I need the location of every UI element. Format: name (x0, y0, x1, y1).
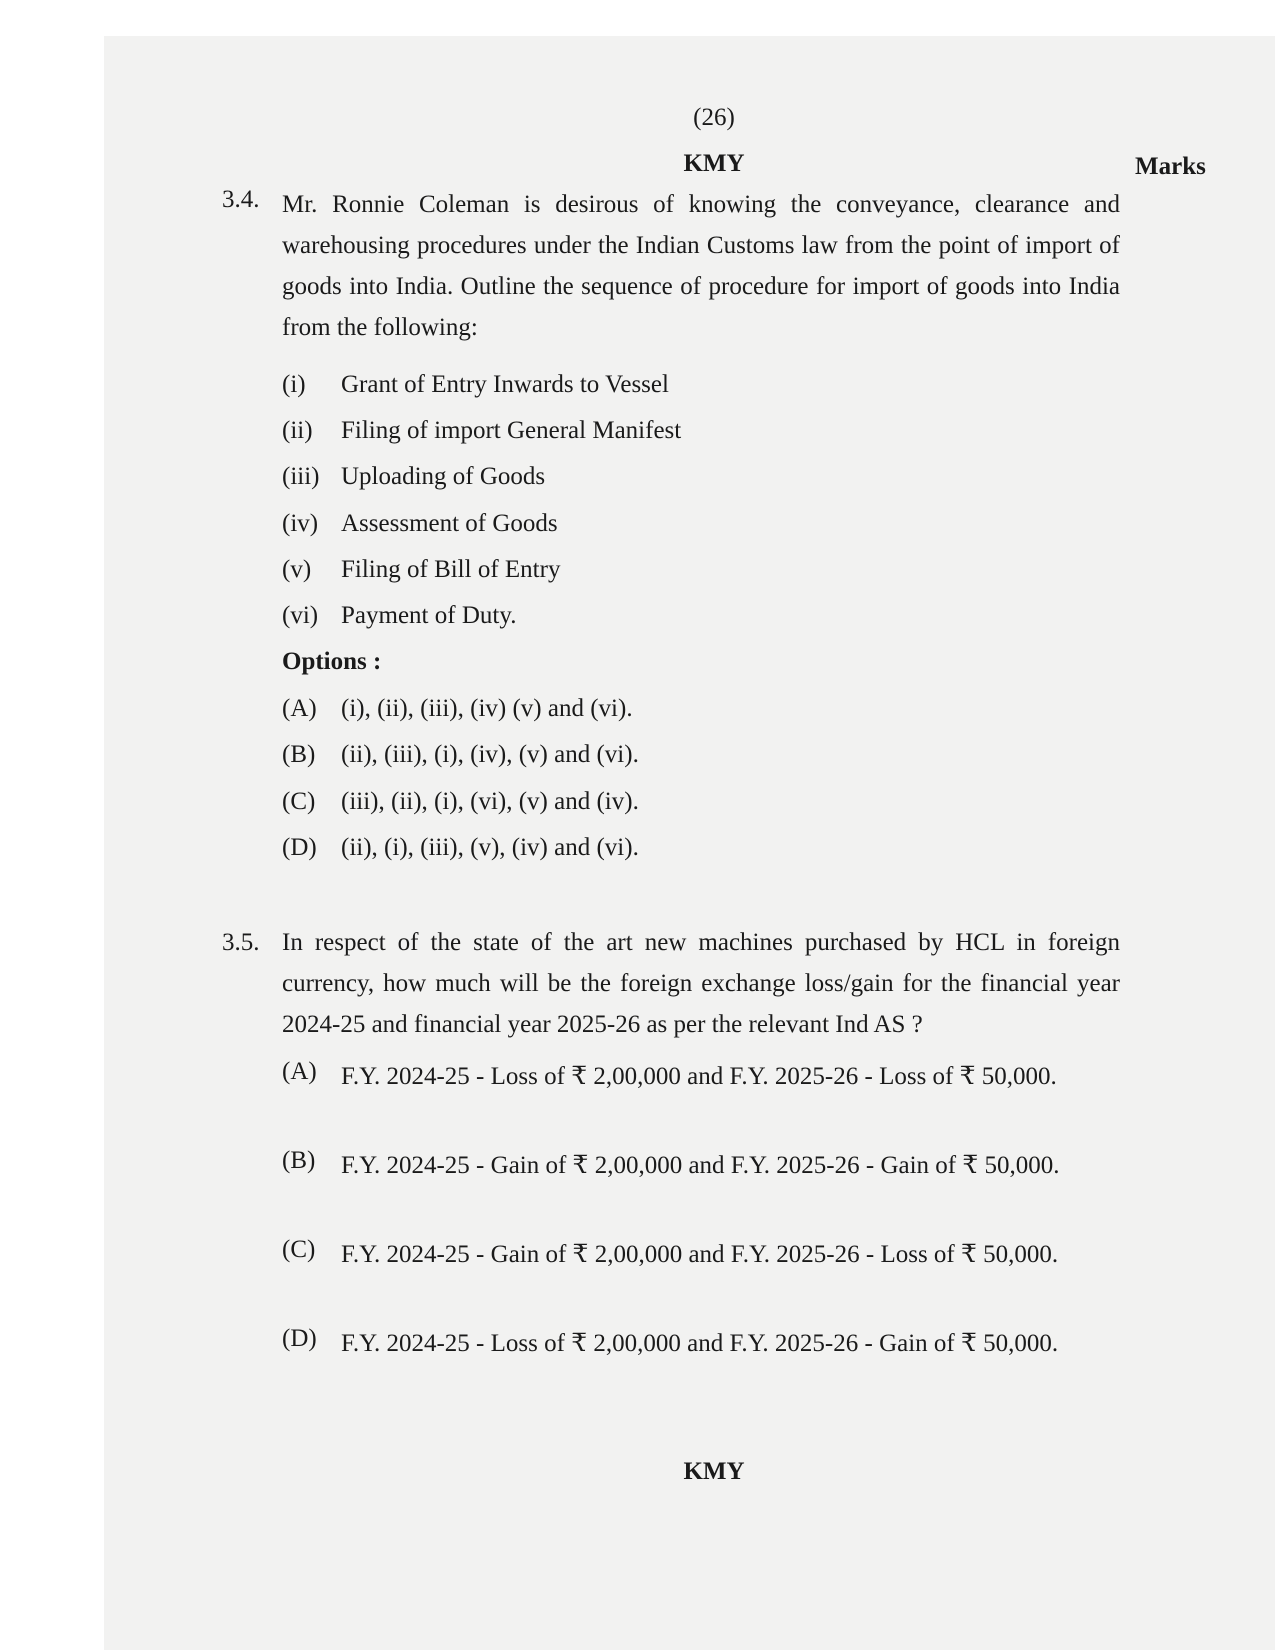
paper-code-bottom: KMY (683, 1458, 745, 1485)
scan-margin-left (0, 36, 104, 1650)
paper-code-top: KMY (683, 150, 745, 177)
option-a (282, 694, 633, 724)
option-text: F.Y. 2024-25 - Gain of ₹ 2,00,000 and F.Y. 2025-26 - Loss of ₹ 50,000. (341, 1241, 1059, 1268)
option-label: (C) (282, 1236, 316, 1263)
item-text: Filing of import General Manifest (341, 417, 682, 444)
option-label: (B) (282, 1147, 316, 1174)
option-d (282, 833, 639, 863)
scan-margin-top (0, 0, 1275, 36)
item-number: (v) (282, 556, 312, 583)
option-label: (B) (282, 741, 316, 768)
option-label: (D) (282, 1325, 317, 1352)
list-item (282, 555, 560, 585)
option-c (282, 787, 639, 817)
item-text: Grant of Entry Inwards to Vessel (341, 371, 669, 398)
page-number: (26) (693, 104, 735, 131)
item-text: Uploading of Goods (341, 463, 546, 490)
item-text: Filing of Bill of Entry (341, 556, 561, 583)
item-number: (iii) (282, 463, 320, 490)
option-b (282, 740, 639, 770)
item-number: (ii) (282, 417, 313, 444)
item-number: (vi) (282, 602, 319, 629)
list-item (282, 601, 516, 631)
option-text: (i), (ii), (iii), (iv) (v) and (vi). (341, 695, 633, 722)
list-item (282, 509, 558, 539)
list-item (282, 370, 669, 400)
option-text: F.Y. 2024-25 - Loss of ₹ 2,00,000 and F.Y. 2025-26 - Loss of ₹ 50,000. (341, 1063, 1057, 1090)
item-text: Assessment of Goods (341, 510, 558, 537)
option-label: (A) (282, 695, 317, 722)
question-3-5-text: In respect of the state of the art new machines purchased by HCL in foreign currency, how much will be the foreign exchange loss/gain for the financial year 2024-25 and financial year 2025-26 as per the relevant Ind AS ? (282, 929, 1120, 1038)
option-text: (ii), (i), (iii), (v), (iv) and (vi). (341, 834, 639, 861)
list-item (282, 416, 681, 446)
option-text: F.Y. 2024-25 - Loss of ₹ 2,00,000 and F.Y. 2025-26 - Gain of ₹ 50,000. (341, 1330, 1059, 1357)
list-item (282, 462, 545, 492)
option-label: (A) (282, 1058, 317, 1085)
marks-column-heading: Marks (1135, 153, 1206, 180)
question-3-4-text: Mr. Ronnie Coleman is desirous of knowing the conveyance, clearance and warehousing procedures under the Indian Customs law from the point of import of goods into India. Outline the sequence of procedure for import of goods into India from the following: (282, 191, 1120, 341)
question-3-5-number: 3.5. (222, 929, 260, 956)
option-label: (C) (282, 788, 316, 815)
option-text: F.Y. 2024-25 - Gain of ₹ 2,00,000 and F.Y. 2025-26 - Gain of ₹ 50,000. (341, 1152, 1060, 1179)
item-number: (iv) (282, 510, 319, 537)
options-heading: Options : (282, 648, 382, 675)
item-text: Payment of Duty. (341, 602, 517, 629)
option-label: (D) (282, 834, 317, 861)
question-3-4-number: 3.4. (222, 186, 260, 213)
option-text: (iii), (ii), (i), (vi), (v) and (iv). (341, 788, 639, 815)
item-number: (i) (282, 371, 306, 398)
option-text: (ii), (iii), (i), (iv), (v) and (vi). (341, 741, 639, 768)
